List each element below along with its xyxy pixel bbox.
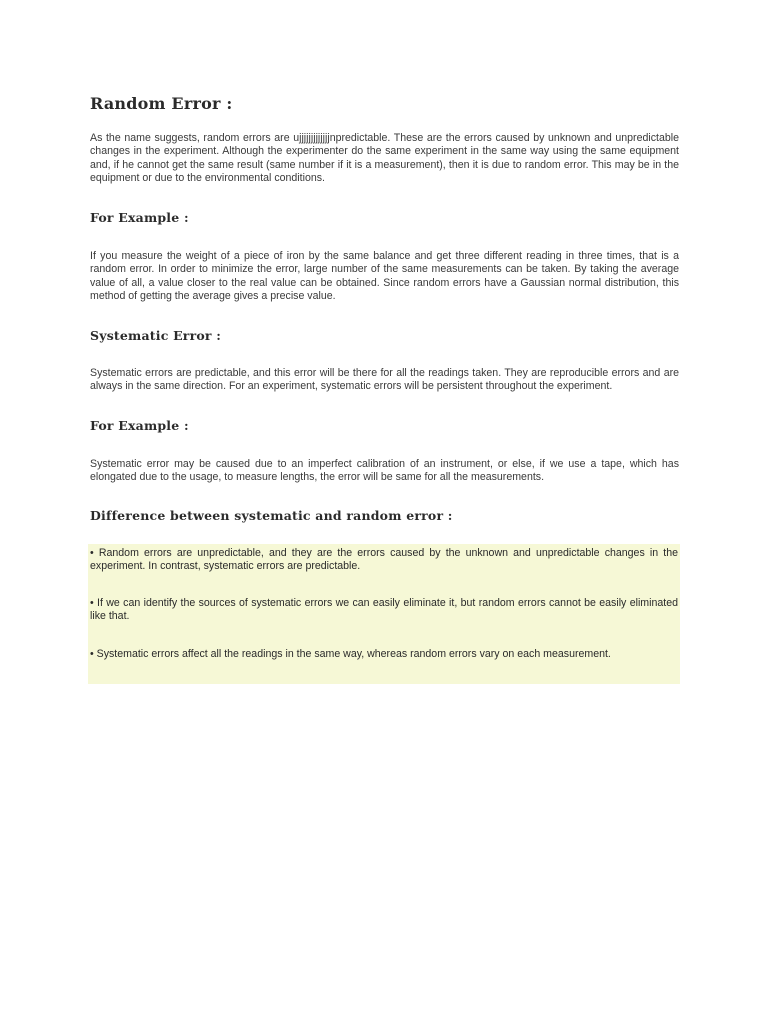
random-error-heading: Random Error : [90, 94, 233, 113]
difference-bullet-2: • If we can identify the sources of systematic errors we can easily eliminate it, but random errors cannot be easily eliminated like that. [90, 597, 678, 623]
systematic-example-heading: For Example : [90, 418, 189, 433]
systematic-example-paragraph: Systematic error may be caused due to an imperfect calibration of an instrument, or else, if we use a tape, which has elongated due to the usage, to measure lengths, the error will be same for all the measurements. [90, 458, 679, 484]
difference-bullet-1: • Random errors are unpredictable, and they are the errors caused by the unknown and unpredictable changes in the experiment. In contrast, systematic errors are predictable. [90, 547, 678, 573]
systematic-error-heading: Systematic Error : [90, 328, 222, 343]
difference-bullet-3: • Systematic errors affect all the readings in the same way, whereas random errors vary on each measurement. [90, 648, 611, 660]
systematic-error-paragraph: Systematic errors are predictable, and this error will be there for all the readings taken. They are reproducible errors and are always in the same direction. For an experiment, systematic errors will be persistent throughout the experiment. [90, 367, 679, 393]
random-example-paragraph: If you measure the weight of a piece of iron by the same balance and get three different reading in three times, that is a random error. In order to minimize the error, large number of the same measurements can be taken. By taking the average value of all, a value closer to the real value can be obtained. Since random errors have a Gaussian normal distribution, this method of getting the average gives a precise value. [90, 250, 679, 303]
random-example-heading: For Example : [90, 210, 189, 225]
difference-heading: Difference between systematic and random error : [90, 508, 453, 523]
difference-highlight-box [88, 544, 680, 684]
random-error-paragraph: As the name suggests, random errors are ujjjjjjjjjjjjjnpredictable. These are the errors caused by unknown and unpredictable changes in the experiment. Although the experimenter do the same experiment in the same way using the same equipment and, if he cannot get the same result (same number if it is a measurement), then it is due to random error. This may be in the equipment or due to the environmental conditions. [90, 132, 679, 185]
